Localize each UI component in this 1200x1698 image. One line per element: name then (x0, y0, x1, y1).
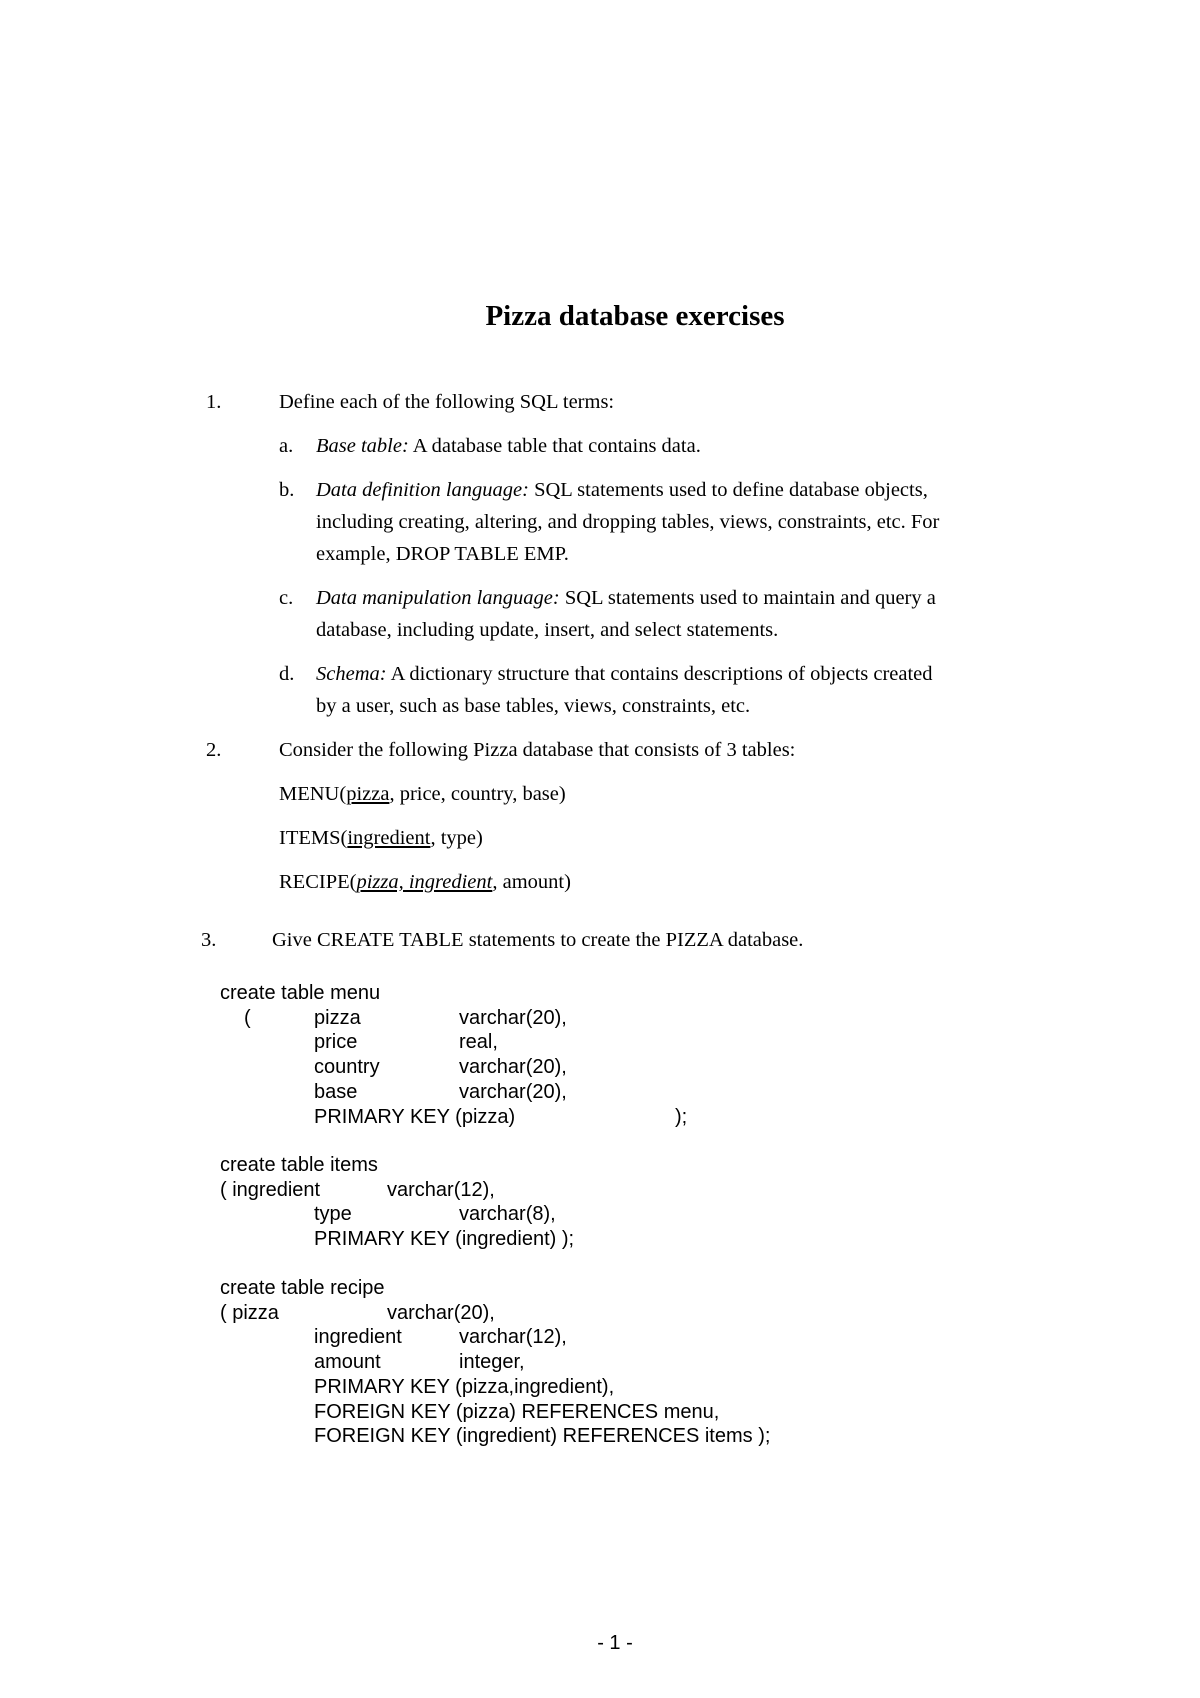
question-2-number: 2. (206, 739, 222, 761)
item-d-letter: d. (279, 663, 295, 685)
code-items-type-2: varchar(8), (459, 1203, 556, 1226)
code-items-col-2: type (314, 1203, 352, 1226)
page-number: - 1 - (597, 1632, 633, 1654)
code-items-type-1: varchar(12), (387, 1178, 495, 1201)
code-menu-paren: ( (244, 1006, 251, 1029)
item-a-definition: A database table that contains data. (412, 435, 701, 457)
question-2-text: Consider the following Pizza database that consists of 3 tables: (279, 739, 796, 761)
code-recipe-type-2: varchar(12), (459, 1326, 567, 1349)
schema-recipe-rest: , amount) (492, 871, 571, 893)
item-b-term: Data definition language: (316, 479, 529, 501)
code-menu-header: create table menu (220, 982, 381, 1004)
code-menu-type-3: varchar(20), (459, 1056, 567, 1079)
code-menu-col-2: price (314, 1031, 358, 1054)
code-items-col-1: ( ingredient (220, 1178, 321, 1201)
code-menu (0, 981, 1200, 1151)
item-d-text (316, 662, 933, 686)
item-c-text (316, 586, 936, 610)
item-c-definition-line-1: SQL statements used to maintain and query a (564, 587, 936, 609)
item-c-letter: c. (279, 587, 294, 609)
question-1-text: Define each of the following SQL terms: (279, 391, 615, 413)
code-menu-col-1: pizza (314, 1006, 361, 1029)
question-3-text: Give CREATE TABLE statements to create the PIZZA database. (272, 929, 804, 951)
schema-items (279, 826, 483, 850)
code-recipe-type-1: varchar(20), (387, 1301, 495, 1324)
code-items-primary-key: PRIMARY KEY (ingredient) ); (314, 1228, 575, 1251)
item-b-definition-line-3: example, DROP TABLE EMP. (316, 543, 569, 565)
item-a-term: Base table: (316, 435, 409, 457)
schema-menu-key: pizza (346, 783, 390, 805)
schema-items-key: ingredient (347, 827, 431, 849)
code-menu-end: ); (675, 1105, 688, 1128)
code-menu-col-3: country (314, 1056, 380, 1079)
code-menu-col-4: base (314, 1080, 358, 1103)
schema-recipe (279, 870, 571, 894)
schema-menu-name: MENU( (279, 783, 347, 805)
code-recipe-foreign-key-2: FOREIGN KEY (ingredient) REFERENCES items ); (314, 1425, 771, 1448)
schema-menu (279, 782, 566, 806)
page-title: Pizza database exercises (485, 300, 785, 332)
schema-items-rest: , type) (430, 827, 483, 849)
code-recipe-header: create table recipe (220, 1277, 385, 1299)
item-c-definition-line-2: database, including update, insert, and select statements. (316, 619, 779, 641)
item-b-text (316, 478, 928, 502)
code-menu-type-1: varchar(20), (459, 1006, 567, 1029)
item-d-definition-line-1: A dictionary structure that contains descriptions of objects created (390, 663, 933, 685)
code-recipe-col-3: amount (314, 1351, 381, 1374)
code-menu-type-2: real, (459, 1031, 498, 1054)
code-recipe (0, 1276, 1200, 1466)
item-d-term: Schema: (316, 663, 387, 685)
item-a-letter: a. (279, 435, 294, 457)
item-a-text (316, 434, 701, 458)
code-recipe-primary-key: PRIMARY KEY (pizza,ingredient), (314, 1375, 615, 1398)
schema-items-name: ITEMS( (279, 827, 348, 849)
code-items-header: create table items (220, 1154, 378, 1176)
item-b-definition-line-2: including creating, altering, and dropping tables, views, constraints, etc. For (316, 511, 940, 533)
code-menu-primary-key: PRIMARY KEY (pizza) (314, 1105, 516, 1128)
code-recipe-foreign-key-1: FOREIGN KEY (pizza) REFERENCES menu, (314, 1400, 720, 1423)
item-b-letter: b. (279, 479, 295, 501)
schema-recipe-key: pizza, ingredient (356, 871, 493, 893)
question-1-number: 1. (206, 391, 222, 413)
schema-menu-rest: , price, country, base) (389, 783, 566, 805)
question-3-number: 3. (201, 929, 217, 951)
schema-recipe-name: RECIPE( (279, 871, 357, 893)
item-d-definition-line-2: by a user, such as base tables, views, constraints, etc. (316, 695, 751, 717)
code-items (0, 1153, 1200, 1253)
item-b-definition-line-1: SQL statements used to define database objects, (534, 479, 928, 501)
code-recipe-type-3: integer, (459, 1351, 525, 1374)
code-recipe-col-2: ingredient (314, 1326, 402, 1349)
code-menu-type-4: varchar(20), (459, 1080, 567, 1103)
item-c-term: Data manipulation language: (316, 587, 560, 609)
code-recipe-col-1: ( pizza (220, 1301, 279, 1324)
